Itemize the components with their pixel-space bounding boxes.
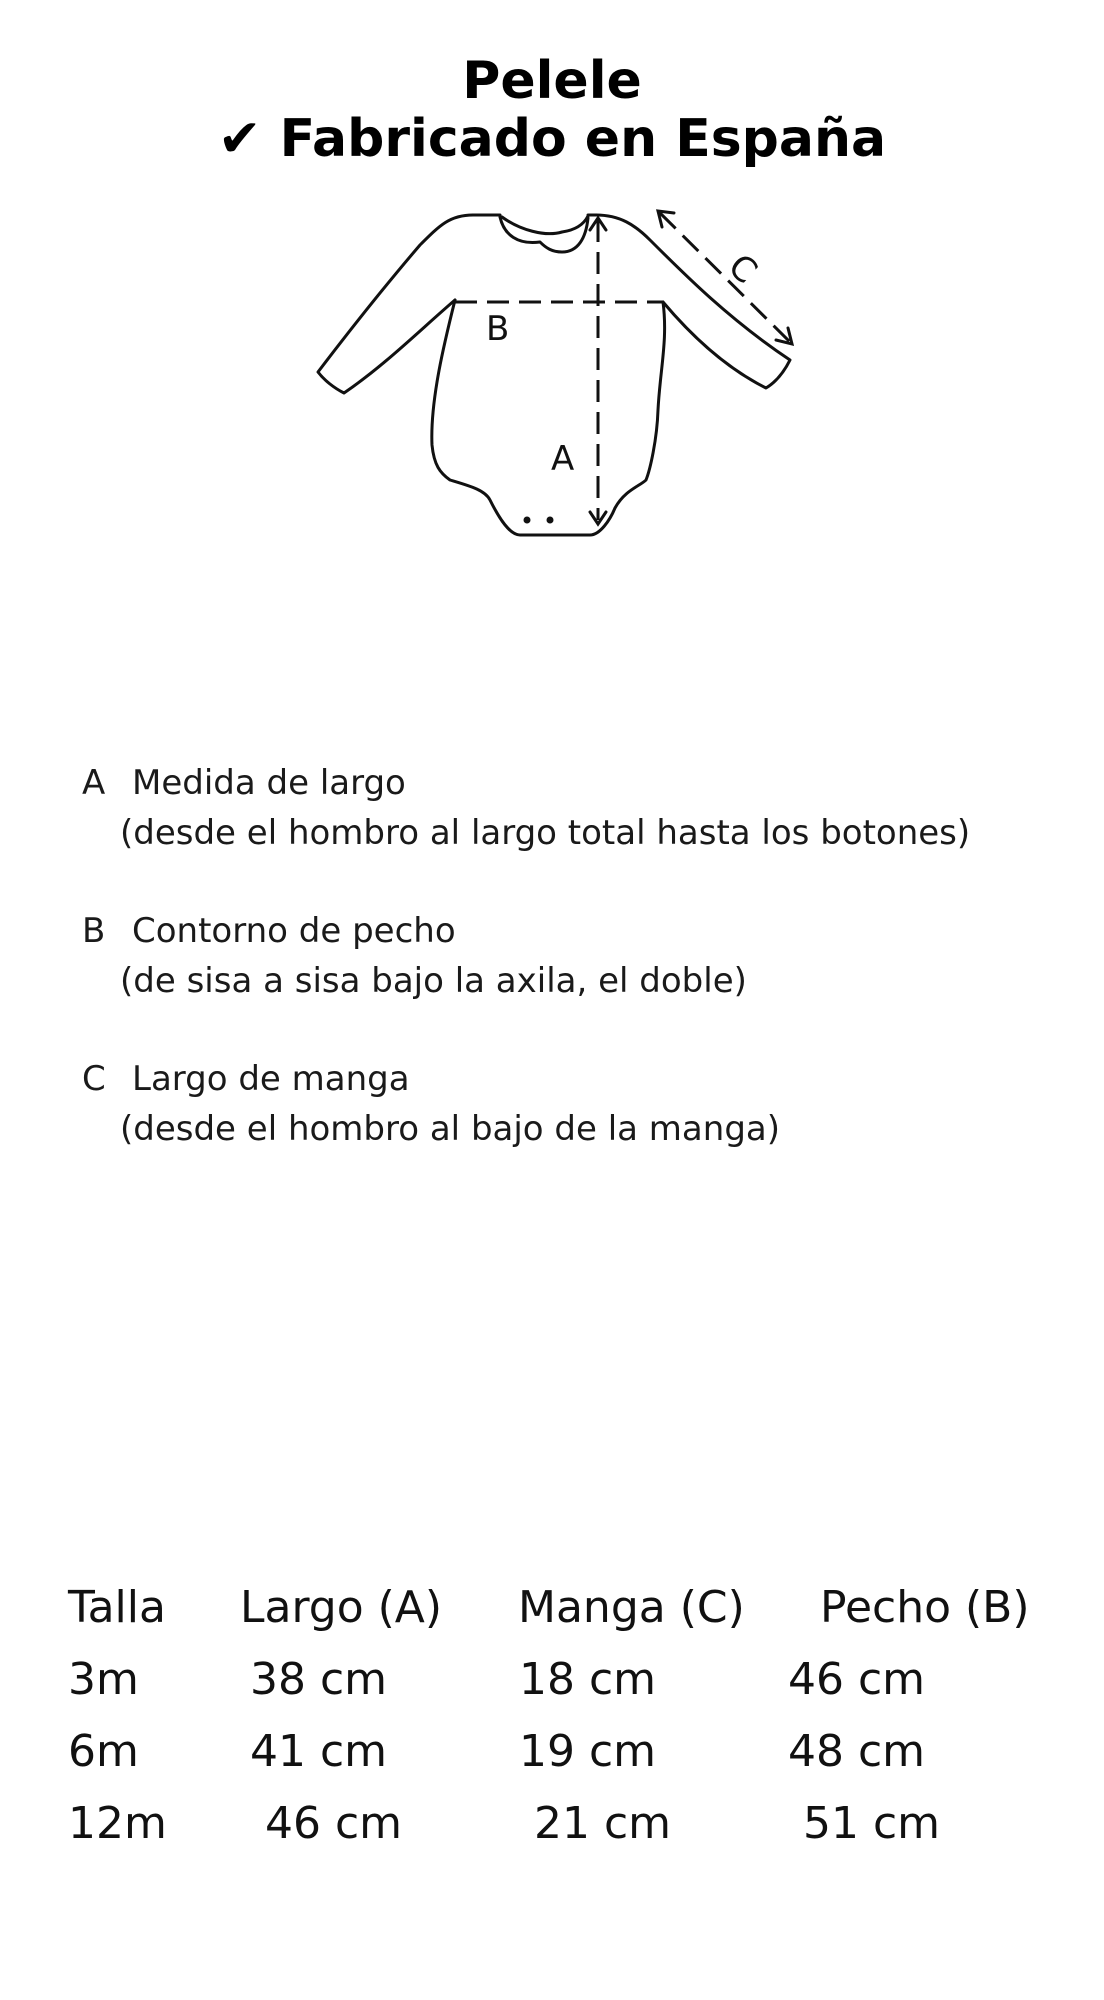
cell-talla: 3m (68, 1654, 139, 1705)
legend-letter: A (82, 763, 106, 803)
legend-item-c (82, 1054, 970, 1154)
cell-manga: 19 cm (519, 1726, 657, 1777)
legend-description: (de sisa a sisa bajo la axila, el doble) (120, 961, 747, 1001)
cell-pecho: 48 cm (788, 1726, 926, 1777)
title-line-1: Pelele (462, 51, 642, 111)
header-largo: Largo (A) (240, 1582, 443, 1633)
legend-name: Contorno de pecho (132, 911, 456, 951)
cell-talla: 6m (68, 1726, 139, 1777)
legend-item-b (82, 906, 970, 1006)
diagram-label-c: C (720, 246, 765, 292)
cell-pecho: 51 cm (803, 1798, 941, 1849)
header-pecho: Pecho (B) (820, 1582, 1030, 1633)
cell-largo: 38 cm (250, 1654, 388, 1705)
legend-letter: C (82, 1059, 106, 1099)
diagram-label-b: B (486, 309, 510, 349)
cell-pecho: 46 cm (788, 1654, 926, 1705)
legend-item-a (82, 758, 970, 858)
cell-manga: 21 cm (534, 1798, 672, 1849)
cell-talla: 12m (68, 1798, 167, 1849)
legend-letter: B (82, 911, 106, 951)
legend-name: Medida de largo (132, 763, 406, 803)
header-manga: Manga (C) (518, 1582, 745, 1633)
cell-manga: 18 cm (519, 1654, 657, 1705)
measurement-legend (82, 758, 970, 1202)
legend-name: Largo de manga (132, 1059, 410, 1099)
cell-largo: 46 cm (265, 1798, 403, 1849)
bodysuit-diagram (290, 190, 810, 680)
diagram-label-a: A (551, 439, 575, 479)
header-talla: Talla (68, 1582, 166, 1633)
cell-largo: 41 cm (250, 1726, 388, 1777)
legend-description: (desde el hombro al largo total hasta los botones) (120, 813, 971, 853)
title-line-2: ✔ Fabricado en España (217, 109, 887, 169)
legend-description: (desde el hombro al bajo de la manga) (120, 1109, 780, 1149)
page-title (0, 52, 1104, 168)
